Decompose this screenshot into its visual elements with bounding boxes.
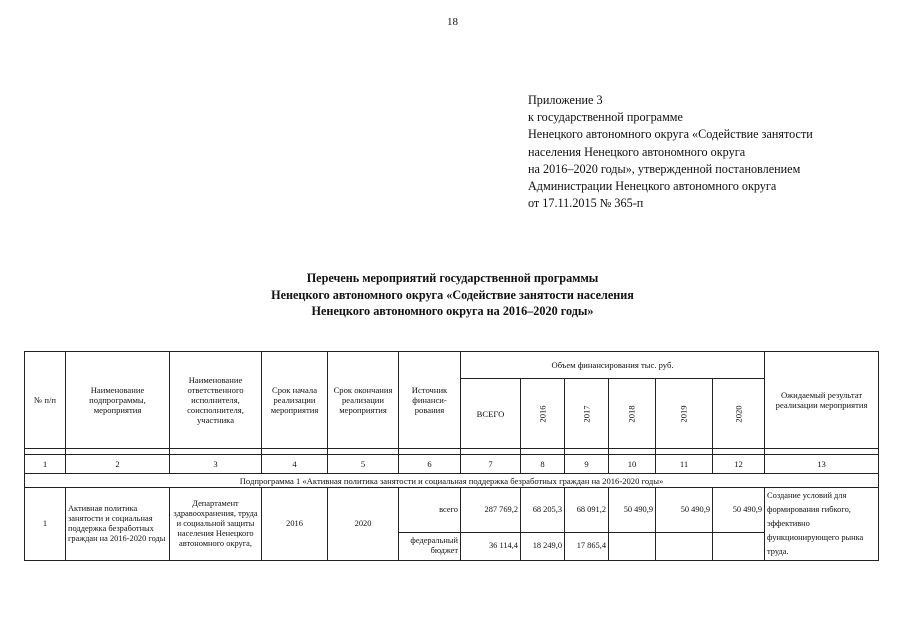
year-label: 2020 xyxy=(733,405,744,423)
header-year-2016 xyxy=(521,379,565,449)
column-number-row xyxy=(25,455,879,474)
measures-table xyxy=(24,351,879,561)
column-number: 2 xyxy=(66,455,170,474)
row-responsible: Департамент здравоохранения, труда и социальной защиты населения Ненецкого автономного округа, xyxy=(170,488,262,561)
row-2017: 68 091,2 xyxy=(565,488,609,533)
header-year-2020 xyxy=(713,379,765,449)
header-num: № п/п xyxy=(25,352,66,449)
table-row xyxy=(25,488,879,533)
header-total: ВСЕГО xyxy=(461,379,521,449)
row-total: 36 114,4 xyxy=(461,532,521,560)
header-year-2017 xyxy=(565,379,609,449)
header-year-2018 xyxy=(609,379,656,449)
year-label: 2019 xyxy=(679,405,689,423)
column-number: 6 xyxy=(399,455,461,474)
column-number: 4 xyxy=(262,455,328,474)
subprogram-row xyxy=(25,474,879,488)
appendix-note xyxy=(528,92,813,212)
column-number: 7 xyxy=(461,455,521,474)
row-2017: 17 865,4 xyxy=(565,532,609,560)
header-source: Источник финанси-рования xyxy=(399,352,461,449)
row-2016: 68 205,3 xyxy=(521,488,565,533)
column-number: 5 xyxy=(328,455,399,474)
row-result: Создание условий для формирования гибкого, эффективно функционирующего рынка труда. xyxy=(765,488,879,561)
header-result: Ожидаемый результат реализации мероприятия xyxy=(765,352,879,449)
appendix-line: от 17.11.2015 № 365-п xyxy=(528,196,644,211)
title-line: Ненецкого автономного округа «Содействие занятости населения xyxy=(271,287,634,302)
column-number: 10 xyxy=(609,455,656,474)
header-year-2019 xyxy=(656,379,713,449)
column-number: 11 xyxy=(656,455,713,474)
row-source: федеральный бюджет xyxy=(399,532,461,560)
appendix-line: Администрации Ненецкого автономного округа xyxy=(528,179,777,194)
column-number: 12 xyxy=(713,455,765,474)
appendix-line: Приложение 3 xyxy=(528,93,603,107)
row-source: всего xyxy=(399,488,461,533)
year-label: 2016 xyxy=(537,405,548,423)
row-2018 xyxy=(609,532,656,560)
column-number: 3 xyxy=(170,455,262,474)
row-num: 1 xyxy=(25,488,66,561)
header-responsible: Наименование ответственного исполнителя, соисполнителя, участника xyxy=(170,352,262,449)
row-end: 2020 xyxy=(328,488,399,561)
header-start: Срок начала реализации мероприятия xyxy=(262,352,328,449)
row-2019: 50 490,9 xyxy=(656,488,713,533)
row-total: 287 769,2 xyxy=(461,488,521,533)
column-number: 13 xyxy=(765,455,879,474)
row-name: Активная политика занятости и социальная поддержка безработных граждан на 2016-2020 годы xyxy=(66,488,170,561)
column-number: 1 xyxy=(25,455,66,474)
appendix-line: к государственной программе xyxy=(528,110,683,125)
appendix-line: Ненецкого автономного округа «Содействие занятости xyxy=(528,127,813,142)
row-2020: 50 490,9 xyxy=(713,488,765,533)
column-number: 9 xyxy=(565,455,609,474)
year-label: 2017 xyxy=(581,405,592,423)
row-2019 xyxy=(656,532,713,560)
header-end: Срок окончания реализации мероприятия xyxy=(328,352,399,449)
year-label: 2018 xyxy=(627,405,637,423)
document-title xyxy=(0,270,905,320)
subprogram-heading: Подпрограмма 1 «Активная политика занятости и социальная поддержка безработных граждан на 2016-2020 годы» xyxy=(25,474,879,488)
page-number: 18 xyxy=(447,16,458,28)
header-funding-group: Объем финансирования тыс. руб. xyxy=(461,352,765,379)
row-2016: 18 249,0 xyxy=(521,532,565,560)
row-2018: 50 490,9 xyxy=(609,488,656,533)
appendix-line: на 2016–2020 годы», утвержденной постановлением xyxy=(528,161,801,176)
title-line: Ненецкого автономного округа на 2016–2020 годы» xyxy=(311,304,594,318)
header-row xyxy=(25,352,879,379)
appendix-line: населения Ненецкого автономного округа xyxy=(528,144,746,159)
row-start: 2016 xyxy=(262,488,328,561)
row-2020 xyxy=(713,532,765,560)
column-number: 8 xyxy=(521,455,565,474)
header-name: Наименование подпрограммы, мероприятия xyxy=(66,352,170,449)
title-line: Перечень мероприятий государственной программы xyxy=(306,271,599,285)
